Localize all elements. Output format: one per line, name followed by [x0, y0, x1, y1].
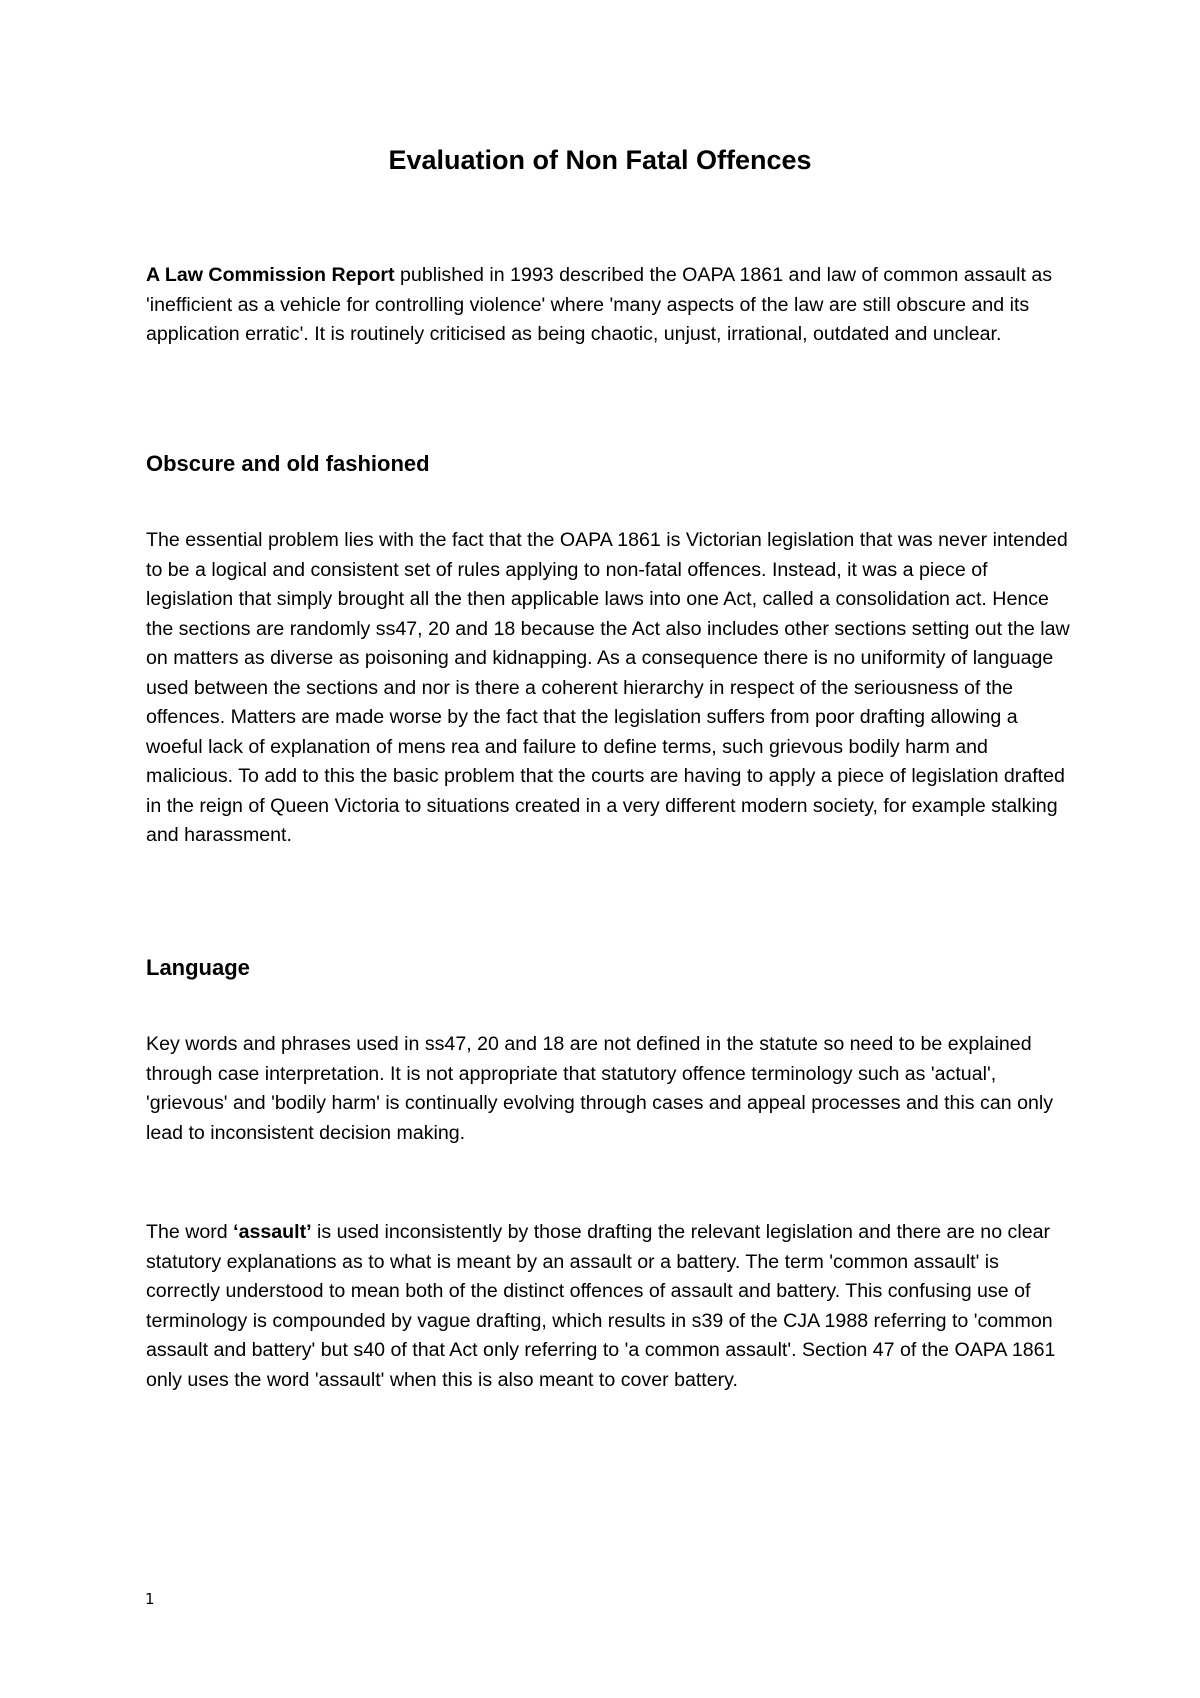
- document-title: Evaluation of Non Fatal Offences: [388, 145, 812, 175]
- section-heading-language: Language: [146, 955, 250, 980]
- section-heading-obscure: Obscure and old fashioned: [146, 451, 430, 476]
- section-paragraph-language: Key words and phrases used in ss47, 20 and 18 are not defined in the statute so need to be explained through case interpretation. It is not appropriate that statutory offence terminology such as 'actual', 'grievous' and 'bodily harm' is continually evolving through cases and appeal processes and this can only lead to inconsistent decision making.: [146, 1033, 1054, 1144]
- intro-text: published in 1993 described the OAPA 1861 and law of common assault as 'inefficient as a vehicle for controlling violence' where 'many aspects of the law are still obscure and its application erratic'. It is routinely criticised as being chaotic, unjust, irrational, outdated and unclear.: [146, 264, 1053, 345]
- assault-text-before: The word: [146, 1221, 234, 1243]
- assault-term: ‘assault’: [233, 1221, 312, 1243]
- intro-bold-lead: A Law Commission Report: [146, 264, 395, 286]
- section-paragraph-obscure: The essential problem lies with the fact that the OAPA 1861 is Victorian legislation that was never intended to be a logical and consistent set of rules applying to non-fatal offences. Instead, it was a piece of legislation that simply brought all the then applicable laws into one Act, called a consolidation act. Hence the sections are randomly ss47, 20 and 18 because the Act also includes other sections setting out the law on matters as diverse as poisoning and kidnapping. As a consequence there is no uniformity of language used between the sections and nor is there a coherent hierarchy in respect of the seriousness of the offences. Matters are made worse by the fact that the legislation suffers from poor drafting allowing a woeful lack of explanation of mens rea and failure to define terms, such grievous bodily harm and malicious. To add to this the basic problem that the courts are having to apply a piece of legislation drafted in the reign of Queen Victoria to situations created in a very different modern society, for example stalking and harassment.: [146, 529, 1070, 846]
- intro-paragraph: [146, 261, 1071, 350]
- section-paragraph-assault: [146, 1218, 1071, 1395]
- assault-text-after: is used inconsistently by those drafting the relevant legislation and there are no clear statutory explanations as to what is meant by an assault or a battery. The term 'common assault' is correctly understood to mean both of the distinct offences of assault and battery. This confusing use of terminology is compounded by vague drafting, which results in s39 of the CJA 1988 referring to 'common assault and battery' but s40 of that Act only referring to 'a common assault'. Section 47 of the OAPA 1861 only uses the word 'assault' when this is also meant to cover battery.: [146, 1221, 1056, 1391]
- page-number: 1: [145, 1590, 155, 1608]
